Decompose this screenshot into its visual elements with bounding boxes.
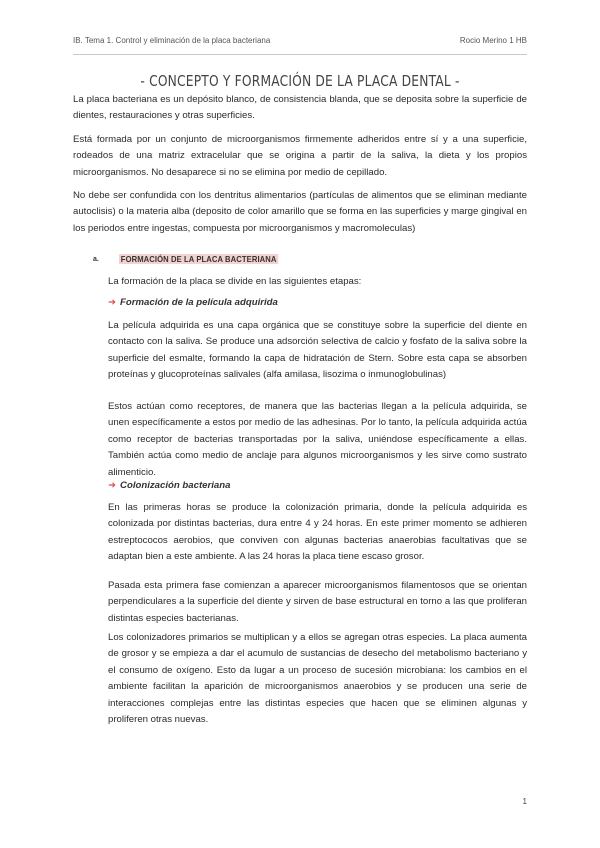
stage1-title: Formación de la película adquirida — [120, 297, 278, 308]
stage2-heading — [108, 480, 230, 491]
stage2-title: Colonización bacteriana — [120, 480, 231, 491]
stage1-paragraph-2: Estos actúan como receptores, de manera que las bacterias llegan a la película adquirida, se unen específicamente a estos por medio de las adhesinas. Por lo tanto, la película adquirida actúa como receptor de bacterias transportadas por la saliva, uniéndose específicamente a ellas. También actúa como medio de anclaje para algunos microorganismos y les sirve como sustrato alimenticio. — [108, 401, 527, 478]
stage2-paragraph-3: Los colonizadores primarios se multiplican y a ellos se agregan otras especies. La placa aumenta de grosor y se empieza a dar el acumulo de sustancias de desecho del metabolismo bacteriano y el consumo de oxígeno. Esto da lugar a un proceso de sucesión microbiana: los cambios en el ambiente facilitan la aparición de microorganismos anaerobios y se producen una serie de interacciones complejas entre las distintas especies que hacen que se eliminen algunas y proliferen otras nuevas. — [108, 632, 527, 726]
page-number: 1 — [522, 797, 527, 806]
stage1-paragraph-1: La película adquirida es una capa orgánica que se constituye sobre la superficie del diente en contacto con la saliva. Se produce una adsorción selectiva de calcio y fosfato de la saliva sobre la superficie del esmalte, formando la capa de hidratación de Stern. Sobre esta capa se absorben proteínas y glucoproteínas salivales (alfa amilasa, lisozima o inmunoglobulinas) — [108, 320, 527, 381]
section-lead: La formación de la placa se divide en las siguientes etapas: — [108, 276, 362, 287]
section-heading — [93, 254, 296, 264]
stage2-paragraph-2: Pasada esta primera fase comienzan a aparecer microorganismos filamentosos que se orientan perpendiculares a la superficie del diente y sirven de base estructural en torno a las que proliferan distintas especies bacterianas. — [108, 580, 527, 624]
intro-paragraph-2: Está formada por un conjunto de microorganismos firmemente adheridos entre sí y a una superficie, rodeados de una matriz extracelular que se origina a partir de la saliva, la dieta y los propios microorganismos. No desaparece si no se elimina por medio de cepillado. — [73, 134, 527, 178]
stage1-heading — [108, 297, 278, 308]
header-left: IB. Tema 1. Control y eliminación de la placa bacteriana — [73, 36, 271, 45]
header-right: Rocio Merino 1 HB — [459, 36, 527, 45]
stage2-paragraph-1: En las primeras horas se produce la colonización primaria, donde la película adquirida es colonizada por distintas bacterias, dura entre 4 y 24 horas. En este primer momento se adhieren estreptococos aerobios, que conviven con algunas bacterias anaerobias facultativas que se adaptan bien a este ambiente. A las 24 horas la placa tiene escaso grosor. — [108, 502, 527, 563]
intro-paragraph-3: No debe ser confundida con los dentritus alimentarios (partículas de alimentos que se eliminan mediante autoclisis) o la materia alba (deposito de color amarillo que se forma en las superficies y marge gingival en los periodos entre ingestas, compuesta por microorganismos y macromoleculas) — [73, 190, 527, 234]
arrow-right-icon: ➜ — [108, 480, 117, 491]
page-header — [73, 36, 527, 45]
section-number: a. — [93, 255, 99, 263]
header-divider — [73, 54, 527, 55]
arrow-right-icon: ➜ — [108, 297, 117, 308]
section-title: FORMACIÓN DE LA PLACA BACTERIANA — [120, 254, 277, 264]
page-title: - CONCEPTO Y FORMACIÓN DE LA PLACA DENTAL - — [140, 72, 460, 90]
intro-paragraph-1: La placa bacteriana es un depósito blanco, de consistencia blanda, que se deposita sobre la superficie de dientes, restauraciones y otras superficies. — [73, 94, 527, 122]
